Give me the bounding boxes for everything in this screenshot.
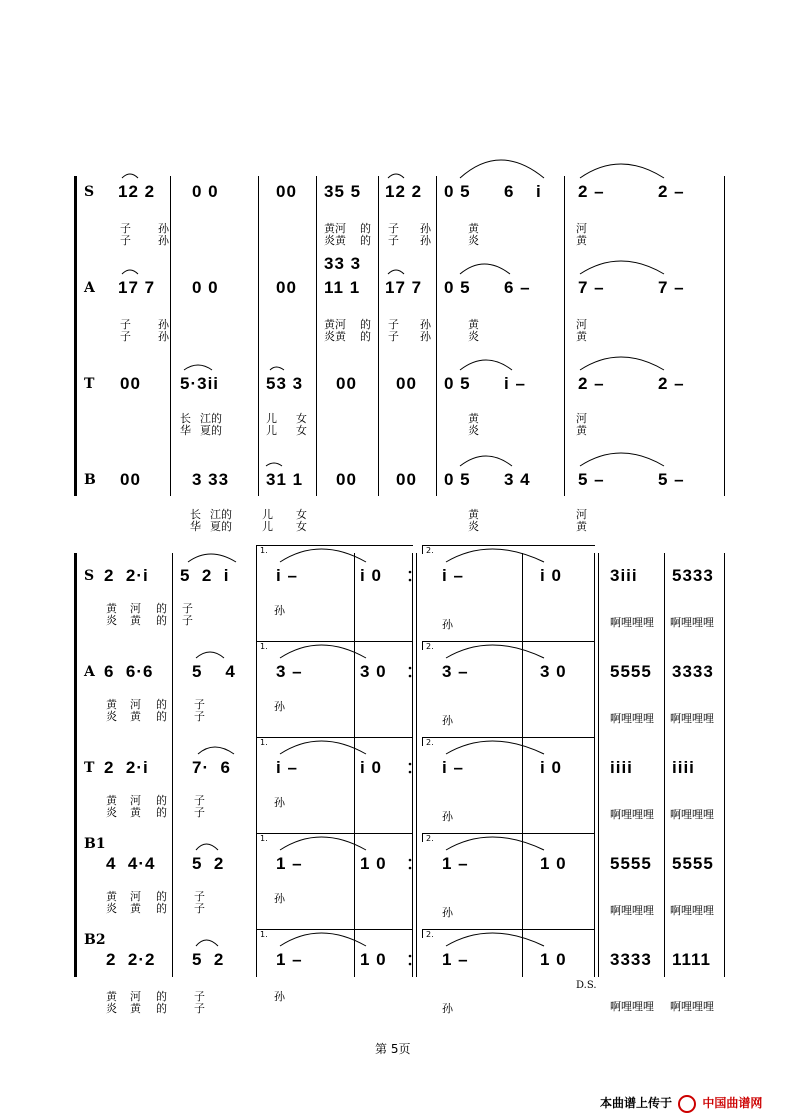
lyric: 子 — [194, 990, 205, 1003]
voice-label-a: A — [84, 664, 95, 680]
lyric: 啊哩哩哩 — [670, 712, 714, 725]
lyric: 的 — [156, 794, 167, 807]
lyric: 炎 — [106, 806, 117, 819]
lyric: 夏的 — [200, 424, 222, 437]
lyric: 河 — [576, 412, 587, 425]
note: 3 33 — [192, 470, 230, 489]
lyric: 啊哩哩哩 — [610, 1000, 654, 1013]
note: 3 – — [276, 662, 303, 681]
lyric: 子 — [194, 902, 205, 915]
note: 1 0 — [360, 950, 387, 969]
note: i – — [442, 566, 464, 585]
volta-1-label: 1. — [260, 642, 268, 651]
volta-1-label: 1. — [260, 930, 268, 939]
lyric: 子 — [388, 330, 399, 343]
lyric: 河 — [576, 508, 587, 521]
lyric: 孙 — [442, 906, 453, 919]
lyric: 的 — [156, 602, 167, 615]
site-logo-icon — [678, 1095, 696, 1113]
upload-notice — [600, 1094, 762, 1113]
note: 3 0 — [540, 662, 567, 681]
note: 3iii — [610, 566, 638, 585]
lyric: 孙 — [274, 700, 285, 713]
lyric: 孙 — [274, 796, 285, 809]
voice-label-s: S — [84, 568, 95, 584]
lyric: 夏的 — [210, 520, 232, 533]
lyric: 的 — [360, 222, 371, 235]
note: 5555 — [672, 854, 714, 873]
note: 11 1 — [324, 278, 361, 297]
lyric: 的 — [156, 806, 167, 819]
note: 5555 — [610, 662, 652, 681]
note: 0 5 — [444, 374, 471, 393]
note: 1 0 — [540, 854, 567, 873]
voice-label-t: T — [84, 760, 95, 776]
note: 35 5 — [324, 182, 362, 201]
note: 31 1 — [266, 470, 304, 489]
lyric: 孙 — [420, 318, 431, 331]
lyric: 江的 — [200, 412, 222, 425]
upload-text: 本曲谱上传于 — [600, 1096, 673, 1110]
lyric: 啊哩哩哩 — [670, 808, 714, 821]
note: 5333 — [672, 566, 714, 585]
note: 00 — [276, 278, 297, 297]
lyric: 黄 — [130, 902, 141, 915]
page-number: 第 5页 — [375, 1042, 411, 1056]
note: 5·3ii — [180, 374, 220, 393]
lyric: 黄 — [576, 234, 587, 247]
lyric: 孙 — [158, 234, 169, 247]
note: 5 4 — [192, 662, 236, 681]
lyric: 黄 — [106, 990, 117, 1003]
lyric: 河 — [130, 890, 141, 903]
note: 6 6·6 — [104, 662, 154, 681]
lyric: 炎 — [106, 614, 117, 627]
lyric: 黄 — [106, 602, 117, 615]
note: 2 – — [658, 374, 685, 393]
lyric: 孙 — [442, 1002, 453, 1015]
ds-marking: D.S. — [576, 980, 597, 991]
note: i – — [504, 374, 526, 393]
lyric: 子 — [120, 318, 131, 331]
lyric: 孙 — [274, 990, 285, 1003]
note: 1 – — [442, 854, 469, 873]
lyric: 啊哩哩哩 — [610, 808, 654, 821]
note: 00 — [276, 182, 297, 201]
alto-divisi-notes: 33 3 — [324, 254, 362, 273]
note: 0 5 — [444, 278, 471, 297]
volta-2-label: 2. — [426, 546, 434, 555]
lyric: 子 — [182, 614, 193, 627]
lyric: 女 — [296, 508, 307, 521]
volta-2-label: 2. — [426, 642, 434, 651]
note: 5 – — [578, 470, 605, 489]
note: 1 – — [276, 854, 303, 873]
lyric: 的 — [156, 710, 167, 723]
note: 5 2 i — [180, 566, 230, 585]
note: 6 — [504, 182, 515, 201]
note: 17 7 — [385, 278, 423, 297]
note: 2 – — [578, 182, 605, 201]
note: 2 2·2 — [106, 950, 156, 969]
note: 00 — [120, 470, 141, 489]
lyric: 黄 — [468, 222, 479, 235]
note: 00 — [396, 470, 417, 489]
lyric: 黄河 — [324, 222, 346, 235]
note: 12 2 — [118, 182, 156, 201]
lyric: 孙 — [420, 234, 431, 247]
note: 3333 — [672, 662, 714, 681]
lyric: 子 — [388, 222, 399, 235]
voice-label-t: T — [84, 376, 95, 392]
lyric: 孙 — [158, 318, 169, 331]
note: 2 – — [658, 182, 685, 201]
lyric: 啊哩哩哩 — [610, 712, 654, 725]
lyric: 华 — [190, 520, 201, 533]
lyric: 子 — [120, 330, 131, 343]
lyric: 孙 — [274, 604, 285, 617]
lyric: 黄 — [130, 614, 141, 627]
note: 1111 — [672, 950, 712, 969]
lyric: 子 — [182, 602, 193, 615]
lyric: 孙 — [442, 810, 453, 823]
lyric: 儿 — [266, 412, 277, 425]
note: i 0 — [360, 566, 382, 585]
lyric: 黄 — [130, 710, 141, 723]
lyric: 黄河 — [324, 318, 346, 331]
note: 12 2 — [385, 182, 423, 201]
note: 2 2·i — [104, 758, 149, 777]
note: 1 – — [442, 950, 469, 969]
note: 00 — [120, 374, 141, 393]
note: 1 – — [276, 950, 303, 969]
note: i 0 — [360, 758, 382, 777]
note: 0 0 — [192, 278, 219, 297]
lyric: 河 — [130, 794, 141, 807]
lyric: 女 — [296, 412, 307, 425]
voice-label-a: A — [84, 280, 95, 296]
lyric: 江的 — [210, 508, 232, 521]
note: 4 4·4 — [106, 854, 156, 873]
lyric: 黄 — [106, 794, 117, 807]
lyric: 黄 — [106, 890, 117, 903]
lyric: 子 — [120, 222, 131, 235]
lyric: 炎黄 — [324, 234, 346, 247]
site-name: 中国曲谱网 — [702, 1096, 763, 1110]
note: 3 0 — [360, 662, 387, 681]
lyric: 的 — [156, 902, 167, 915]
voice-label-b: B — [84, 472, 96, 488]
note: 7· 6 — [192, 758, 232, 777]
note: 1 0 — [540, 950, 567, 969]
lyric: 华 — [180, 424, 191, 437]
note: 17 7 — [118, 278, 156, 297]
lyric: 子 — [194, 710, 205, 723]
note: 1 0 — [360, 854, 387, 873]
lyric: 黄 — [130, 1002, 141, 1015]
lyric: 啊哩哩哩 — [610, 904, 654, 917]
lyric: 炎黄 — [324, 330, 346, 343]
note: 3333 — [610, 950, 652, 969]
note: 00 — [336, 374, 357, 393]
lyric: 的 — [360, 234, 371, 247]
note: 3 – — [442, 662, 469, 681]
lyric: 孙 — [158, 330, 169, 343]
note: 0 5 — [444, 182, 471, 201]
lyric: 长 — [180, 412, 191, 425]
note: 6 – — [504, 278, 531, 297]
lyric: 河 — [130, 698, 141, 711]
note: 2 – — [578, 374, 605, 393]
lyric: 子 — [388, 234, 399, 247]
lyric: 河 — [130, 602, 141, 615]
lyric: 长 — [190, 508, 201, 521]
lyric: 炎 — [106, 710, 117, 723]
note: i – — [276, 566, 298, 585]
note: 3 4 — [504, 470, 531, 489]
lyric: 黄 — [576, 520, 587, 533]
lyric: 啊哩哩哩 — [670, 904, 714, 917]
lyric: 的 — [156, 890, 167, 903]
lyric: 炎 — [106, 902, 117, 915]
lyric: 子 — [194, 806, 205, 819]
note: iiii — [610, 758, 633, 777]
note: i 0 — [540, 566, 562, 585]
voice-label-b2: B2 — [84, 932, 106, 948]
lyric: 儿 — [262, 520, 273, 533]
volta-1-label: 1. — [260, 738, 268, 747]
lyric: 啊哩哩哩 — [670, 616, 714, 629]
note: 53 3 — [266, 374, 304, 393]
note: 0 0 — [192, 182, 219, 201]
volta-2-label: 2. — [426, 930, 434, 939]
note: i – — [276, 758, 298, 777]
lyric: 河 — [576, 222, 587, 235]
lyric: 的 — [156, 990, 167, 1003]
lyric: 的 — [360, 318, 371, 331]
lyric: 黄 — [106, 698, 117, 711]
lyric: 的 — [156, 614, 167, 627]
lyric: 啊哩哩哩 — [610, 616, 654, 629]
lyric: 孙 — [158, 222, 169, 235]
lyric: 黄 — [468, 508, 479, 521]
lyric: 炎 — [468, 234, 479, 247]
volta-2-label: 2. — [426, 738, 434, 747]
note: 5 2 — [192, 950, 225, 969]
note: i — [536, 182, 542, 201]
lyric: 的 — [156, 1002, 167, 1015]
lyric: 黄 — [576, 330, 587, 343]
lyric: 儿 — [262, 508, 273, 521]
lyric: 炎 — [468, 330, 479, 343]
note: 7 – — [578, 278, 605, 297]
lyric: 炎 — [468, 520, 479, 533]
lyric: 孙 — [420, 222, 431, 235]
voice-label-b1: B1 — [84, 836, 106, 852]
lyric: 孙 — [274, 892, 285, 905]
lyric: 的 — [156, 698, 167, 711]
lyric: 孙 — [442, 618, 453, 631]
volta-1-label: 1. — [260, 546, 268, 555]
lyric: 孙 — [420, 330, 431, 343]
lyric: 子 — [194, 890, 205, 903]
lyric: 子 — [388, 318, 399, 331]
lyric: 孙 — [442, 714, 453, 727]
volta-2-label: 2. — [426, 834, 434, 843]
lyric: 子 — [194, 1002, 205, 1015]
lyric: 河 — [576, 318, 587, 331]
note: i 0 — [540, 758, 562, 777]
lyric: 河 — [130, 990, 141, 1003]
note: 00 — [336, 470, 357, 489]
note: 00 — [396, 374, 417, 393]
lyric: 子 — [194, 698, 205, 711]
volta-1-label: 1. — [260, 834, 268, 843]
lyric: 儿 — [266, 424, 277, 437]
lyric: 女 — [296, 424, 307, 437]
lyric: 黄 — [576, 424, 587, 437]
note: 5 – — [658, 470, 685, 489]
lyric: 黄 — [468, 412, 479, 425]
lyric: 子 — [194, 794, 205, 807]
note: 2 2·i — [104, 566, 149, 585]
note: 5555 — [610, 854, 652, 873]
note: 0 5 — [444, 470, 471, 489]
voice-label-s: S — [84, 184, 95, 200]
lyric: 黄 — [130, 806, 141, 819]
note: iiii — [672, 758, 695, 777]
lyric: 的 — [360, 330, 371, 343]
lyric: 子 — [120, 234, 131, 247]
lyric: 炎 — [106, 1002, 117, 1015]
lyric: 黄 — [468, 318, 479, 331]
lyric: 炎 — [468, 424, 479, 437]
note: 7 – — [658, 278, 685, 297]
lyric: 女 — [296, 520, 307, 533]
lyric: 啊哩哩哩 — [670, 1000, 714, 1013]
note: 5 2 — [192, 854, 225, 873]
note: i – — [442, 758, 464, 777]
